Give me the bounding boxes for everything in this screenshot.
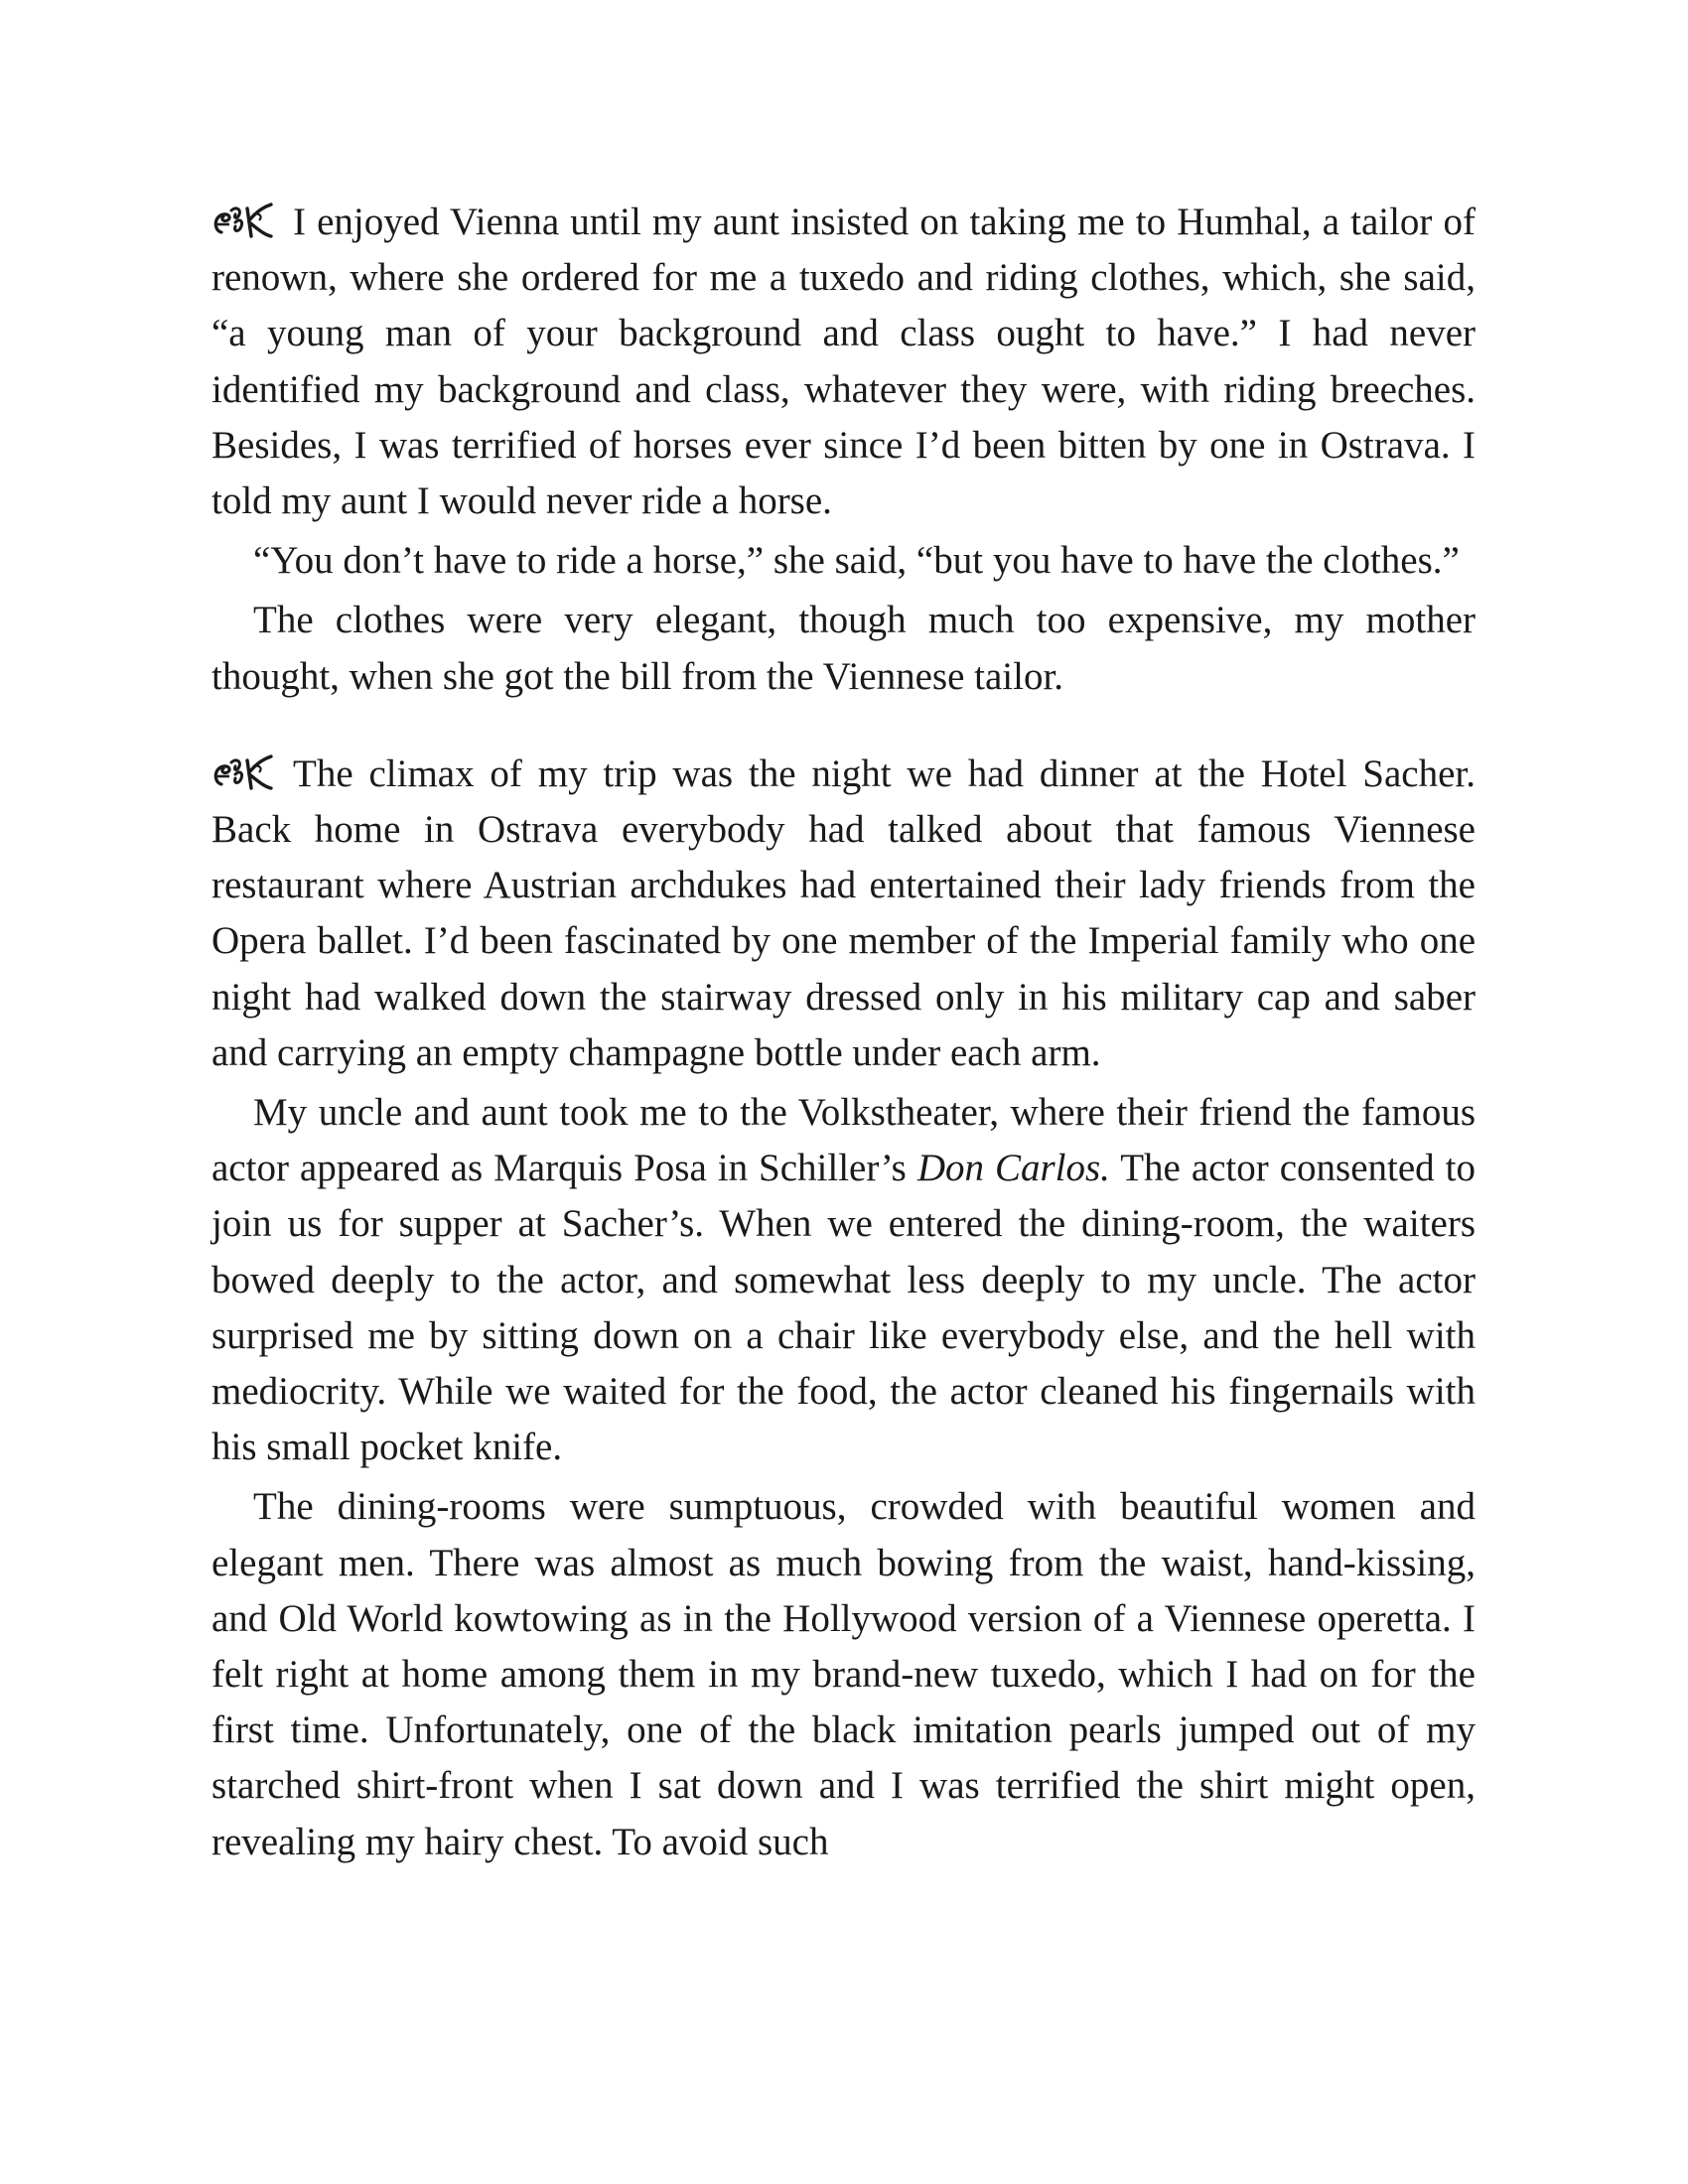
paragraph-ride-horse: “You don’t have to ride a horse,” she said, “but you have to have the clothes.” (253, 539, 1460, 583)
paragraph-text-after: The actor consented to join us for supper at Sacher’s. When we entered the dining-room, the waiters bowed deeply to the actor, and somewhat less deeply to my uncle. The actor surprised me by sitting down on a chair like everybody else, and the hell with mediocrity. While we waited for the food, the actor cleaned his fingernails with his small pocket knife. (211, 1147, 1477, 1469)
paragraph-text: The climax of my trip was the night we had dinner at the Hotel Sacher. Back home in Ostrava everybody had talked about that famous Viennese restaurant where Austrian archdukes had entertained their lady friends from the Opera ballet. I’d been fascinated by one member of the Imperial family who one night had walked down the stairway dressed only in his military cap and saber and carrying an empty champagne bottle under each arm. (211, 751, 1476, 1074)
paragraph-hotel-sacher (211, 747, 1476, 1081)
paragraph-dining-rooms: The dining-rooms were sumptuous, crowded with beautiful women and elegant men. There was almost as much bowing from the waist, hand-kissing, and Old World kowtowing as in the Hollywood version of a Viennese operetta. I felt right at home among them in my brand-new tuxedo, which I had on for the first time. Unfortunately, one of the black imitation pearls jumped out of my starched shirt-front when I sat down and I was terrified the shirt might open, revealing my hairy chest. To avoid such (211, 1485, 1476, 1863)
fleuron-ornament-icon (211, 203, 275, 238)
paragraph-text-before: My uncle and aunt took me to the Volkstheater, where their friend the famous actor appeared as Marquis Posa in Schiller’s (211, 1091, 1476, 1190)
play-title: Don Carlos. (916, 1147, 1110, 1190)
paragraph-elegant-clothes: The clothes were very elegant, though much too expensive, my mother thought, when she got the bill from the Viennese tailor. (211, 599, 1476, 698)
paragraph-text: I enjoyed Vienna until my aunt insisted on taking me to Humhal, a tailor of renown, where she ordered for me a tuxedo and riding clothes, which, she said, “a young man of your background and class ought to have.” I had never identified my background and class, whatever they were, with riding breeches. Besides, I was terrified of horses ever since I’d been bitten by one in Ostrava. I told my aunt I would never ride a horse. (211, 201, 1476, 523)
fleuron-ornament-icon (211, 754, 275, 790)
paragraph-volkstheater (211, 1085, 1476, 1475)
section-break (211, 705, 1476, 747)
paragraph-vienna-tailor (211, 195, 1476, 529)
page-body (211, 195, 1476, 1870)
